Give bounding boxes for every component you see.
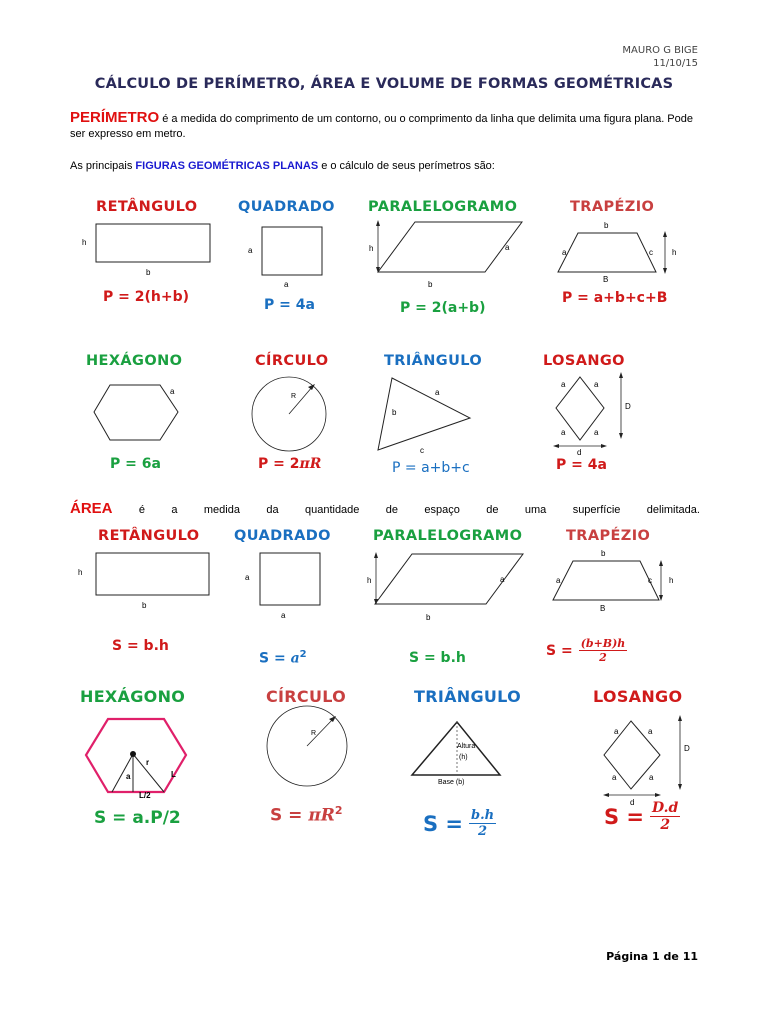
area-formula-retangulo: S = b.h (112, 638, 169, 654)
rhombus-a3-label: a (561, 428, 566, 437)
area-word: de (486, 504, 499, 516)
area-trapezoid-c-label: c (648, 576, 652, 585)
area-hexagon-a-label: a (126, 772, 131, 781)
area-rect-h-label: h (78, 568, 83, 577)
area-formula-trapezio: S = $\frac{(b+B)h}{2}$ (546, 637, 626, 664)
formula-retangulo: P = 2(h+b) (103, 289, 189, 305)
trapezoid-shape (558, 233, 656, 272)
formula-losango: P = 4a (556, 457, 607, 473)
area-parallelogram-a-label: a (500, 575, 505, 584)
shape-label-circulo: CÍRCULO (255, 353, 329, 369)
area-word: espaço (424, 504, 460, 516)
area-hexagon-r-label: r (146, 758, 150, 767)
shape-label-triangulo: TRIÂNGULO (384, 353, 483, 369)
area-triangle-shape (412, 722, 500, 775)
area-formula-quadrado: $S = a^2$ (259, 649, 307, 667)
square-bottom-label: a (284, 280, 289, 289)
trapezoid-b-label: b (604, 221, 609, 230)
parallelogram-b-label: b (428, 280, 433, 289)
shape-label-quadrado: QUADRADO (238, 199, 335, 215)
rect-b-label: b (146, 268, 151, 277)
trapezoid-c-label: c (649, 248, 653, 257)
area-parallelogram-h-label: h (367, 576, 372, 585)
area-rectangle-shape (96, 553, 209, 595)
hexagon-a-label: a (170, 387, 175, 396)
area-square-bottom-label: a (281, 611, 286, 620)
area-rhombus-a4-label: a (649, 773, 654, 782)
area-word: uma (524, 504, 547, 516)
area-formula-circulo: $S = \pi R^2$ (270, 804, 343, 826)
intro-before: As principais (70, 160, 136, 172)
rhombus-d-label: d (577, 448, 582, 457)
area-hexagon-L-label: L (171, 770, 176, 779)
rectangle-shape (96, 224, 210, 262)
area-rhombus-a3-label: a (612, 773, 617, 782)
area-formula-losango: S = $\frac{D.d}{2}$ (604, 800, 679, 833)
intro-after: e o cálculo de seus perímetros são: (318, 160, 495, 172)
area-label-circulo: CÍRCULO (266, 687, 347, 706)
perimetro-definition-text: é a medida do comprimento de um contorno, ou o comprimento da linha que delimita uma figura plana. Pode ser expresso em metro. (70, 113, 693, 140)
area-word: a (171, 504, 178, 516)
rhombus-a1-label: a (561, 380, 566, 389)
shape-label-losango: LOSANGO (543, 353, 625, 369)
square-shape (262, 227, 322, 275)
area-formula-triangulo: S = $\frac{b.h}{2}$ (423, 808, 495, 839)
area-definition (70, 500, 700, 517)
parallelogram-h-label: h (369, 244, 374, 253)
area-label-losango: LOSANGO (593, 687, 683, 706)
area-triangle-altura-label: Altura (457, 743, 476, 750)
rect-h-label: h (82, 238, 87, 247)
area-rhombus-d-label: d (630, 798, 635, 807)
shape-label-paralelogramo: PARALELOGRAMO (368, 199, 518, 215)
area-word: medida (203, 504, 240, 516)
header-date: 11/10/15 (653, 58, 698, 69)
hexagon-shape (94, 385, 178, 440)
formula-quadrado: P = 4a (264, 297, 315, 313)
triangle-b-label: b (392, 408, 397, 417)
header-author: MAURO G BIGE (622, 45, 698, 56)
area-rhombus-a1-label: a (614, 727, 619, 736)
page-number: Página 1 de 11 (606, 950, 698, 963)
triangle-c-label: c (420, 446, 424, 455)
area-trapezoid-shape (553, 561, 659, 600)
area-triangle-base-label: Base (b) (438, 779, 465, 786)
area-trapezoid-h-label: h (669, 576, 674, 585)
formula-triangulo: P = a+b+c (392, 460, 470, 476)
area-square-left-label: a (245, 573, 250, 582)
area-triangle-h-label: (h) (459, 754, 468, 761)
area-hexagon-L2-label: L/2 (139, 791, 151, 800)
intro-highlight: FIGURAS GEOMÉTRICAS PLANAS (135, 160, 319, 172)
area-parallelogram-b-label: b (426, 613, 431, 622)
area-rect-b-label: b (142, 601, 147, 610)
area-rhombus-D-label: D (684, 744, 690, 753)
page-title: CÁLCULO DE PERÍMETRO, ÁREA E VOLUME DE FORMAS GEOMÉTRICAS (94, 76, 674, 92)
square-left-label: a (248, 246, 253, 255)
parallelogram-shape (378, 222, 522, 272)
area-heading: ÁREA (70, 500, 113, 517)
trapezoid-B-label: B (603, 275, 609, 284)
area-word: é (138, 504, 146, 516)
area-trapezoid-a-label: a (556, 576, 561, 585)
parallelogram-a-label: a (505, 243, 510, 252)
formula-circulo: P = 2πR (258, 456, 322, 472)
area-word: delimitada. (646, 504, 700, 516)
trapezoid-a-label: a (562, 248, 567, 257)
rhombus-a2-label: a (594, 380, 599, 389)
area-word: da (266, 504, 279, 516)
rhombus-a4-label: a (594, 428, 599, 437)
shape-label-trapezio: TRAPÉZIO (570, 199, 655, 215)
formula-hexagono: P = 6a (110, 456, 161, 472)
shape-label-retangulo: RETÂNGULO (96, 199, 198, 215)
area-formula-paralelogramo: S = b.h (409, 650, 466, 666)
rhombus-D-label: D (625, 402, 631, 411)
area-circle-r-label: R (311, 730, 317, 737)
area-rhombus-a2-label: a (648, 727, 653, 736)
area-square-shape (260, 553, 320, 605)
area-trapezoid-B-label: B (600, 604, 606, 613)
formula-trapezio: P = a+b+c+B (562, 290, 668, 306)
circle-r-label: R (291, 393, 297, 400)
area-label-quadrado: QUADRADO (234, 528, 331, 544)
area-label-triangulo: TRIÂNGULO (414, 687, 522, 706)
area-word: superfície (572, 504, 621, 516)
area-trapezoid-b-label: b (601, 549, 606, 558)
trapezoid-h-label: h (672, 248, 677, 257)
area-label-hexagono: HEXÁGONO (80, 687, 186, 706)
triangle-a-label: a (435, 388, 440, 397)
area-word: quantidade (304, 504, 360, 516)
area-word: de (385, 504, 399, 516)
area-label-trapezio: TRAPÉZIO (566, 528, 651, 544)
area-label-paralelogramo: PARALELOGRAMO (373, 528, 523, 544)
perimetro-heading: PERÍMETRO (70, 109, 160, 126)
area-formula-hexagono: S = a.P/2 (94, 808, 181, 828)
area-hexagon-shape (86, 719, 186, 792)
shape-label-hexagono: HEXÁGONO (86, 353, 183, 369)
area-label-retangulo: RETÂNGULO (98, 528, 200, 544)
formula-paralelogramo: P = 2(a+b) (400, 300, 486, 316)
